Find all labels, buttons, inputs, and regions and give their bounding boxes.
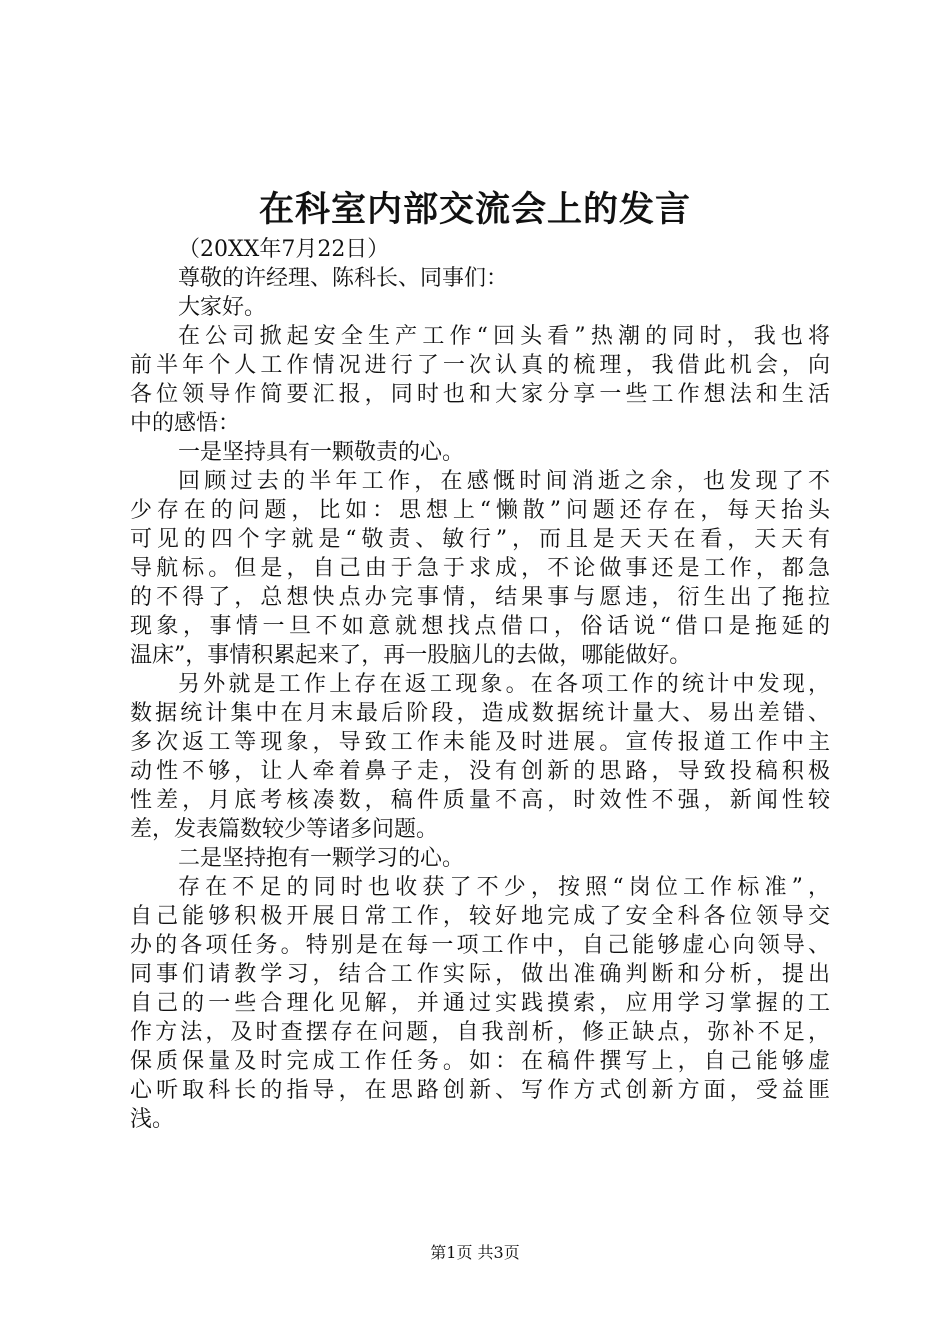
- document-title: 在科室内部交流会上的发言: [258, 189, 691, 230]
- section-heading: 一是坚持具有一颗敬责的心。: [178, 440, 465, 465]
- paragraph-line: 另外就是工作上存在返工现象。在各项工作的统计中发现，: [178, 672, 830, 697]
- paragraph-line: 中的感悟：: [130, 411, 241, 436]
- paragraph-line: 心听取科长的指导，在思路创新、写作方式创新方面，受益匪: [130, 1078, 830, 1103]
- paragraph-line: 保质保量及时完成工作任务。如：在稿件撰写上，自己能够虚: [130, 1049, 830, 1074]
- salutation-line: 尊敬的许经理、陈科长、同事们：: [178, 266, 509, 291]
- section-heading: 二是坚持抱有一颗学习的心。: [178, 846, 465, 871]
- paragraph-line: 在公司掀起安全生产工作“回头看”热潮的同时，我也将: [178, 324, 830, 349]
- paragraph-line: 办的各项任务。特别是在每一项工作中，自己能够虚心向领导、: [130, 933, 830, 958]
- paragraph-line: 动性不够，让人牵着鼻子走，没有创新的思路，导致投稿积极: [130, 759, 830, 784]
- page-number-footer: 第1页 共3页: [430, 1243, 520, 1262]
- paragraph-line: 导航标。但是，自己由于急于求成，不论做事还是工作，都急: [130, 556, 830, 581]
- paragraph-line: 各位领导作简要汇报，同时也和大家分享一些工作想法和生活: [130, 382, 830, 407]
- paragraph-line: 可见的四个字就是“敬责、敏行”，而且是天天在看，天天有: [130, 527, 830, 552]
- paragraph-line: 同事们请教学习，结合工作实际，做出准确判断和分析，提出: [130, 962, 830, 987]
- paragraph-line: 少存在的问题，比如：思想上“懒散”问题还存在，每天抬头: [130, 498, 830, 523]
- paragraph-line: 前半年个人工作情况进行了一次认真的梳理，我借此机会，向: [130, 353, 830, 378]
- document-body: [130, 235, 830, 1134]
- greeting-line: 大家好。: [178, 295, 267, 320]
- paragraph-line: 自己能够积极开展日常工作，较好地完成了安全科各位领导交: [130, 904, 830, 929]
- paragraph-line: 回顾过去的半年工作，在感慨时间消逝之余，也发现了不: [178, 469, 830, 494]
- date-line: （20XX年7月22日）: [178, 237, 390, 262]
- paragraph-line: 作方法，及时查摆存在问题，自我剖析，修正缺点，弥补不足，: [130, 1020, 830, 1045]
- paragraph-line: 存在不足的同时也收获了不少，按照“岗位工作标准”，: [178, 875, 830, 900]
- paragraph-line: 差，发表篇数较少等诸多问题。: [130, 817, 439, 842]
- paragraph-line: 自己的一些合理化见解，并通过实践摸索，应用学习掌握的工: [130, 991, 830, 1016]
- paragraph-line: 浅。: [130, 1107, 175, 1132]
- paragraph-line: 现象，事情一旦不如意就想找点借口，俗话说“借口是拖延的: [130, 614, 830, 639]
- paragraph-line: 的不得了，总想快点办完事情，结果事与愿违，衍生出了拖拉: [130, 585, 830, 610]
- paragraph-line: 性差，月底考核凑数，稿件质量不高，时效性不强，新闻性较: [130, 788, 830, 813]
- paragraph-line: 数据统计集中在月末最后阶段，造成数据统计量大、易出差错、: [130, 701, 830, 726]
- paragraph-line: 温床”，事情积累起来了，再一股脑儿的去做，哪能做好。: [130, 643, 692, 668]
- paragraph-line: 多次返工等现象，导致工作未能及时进展。宣传报道工作中主: [130, 730, 830, 755]
